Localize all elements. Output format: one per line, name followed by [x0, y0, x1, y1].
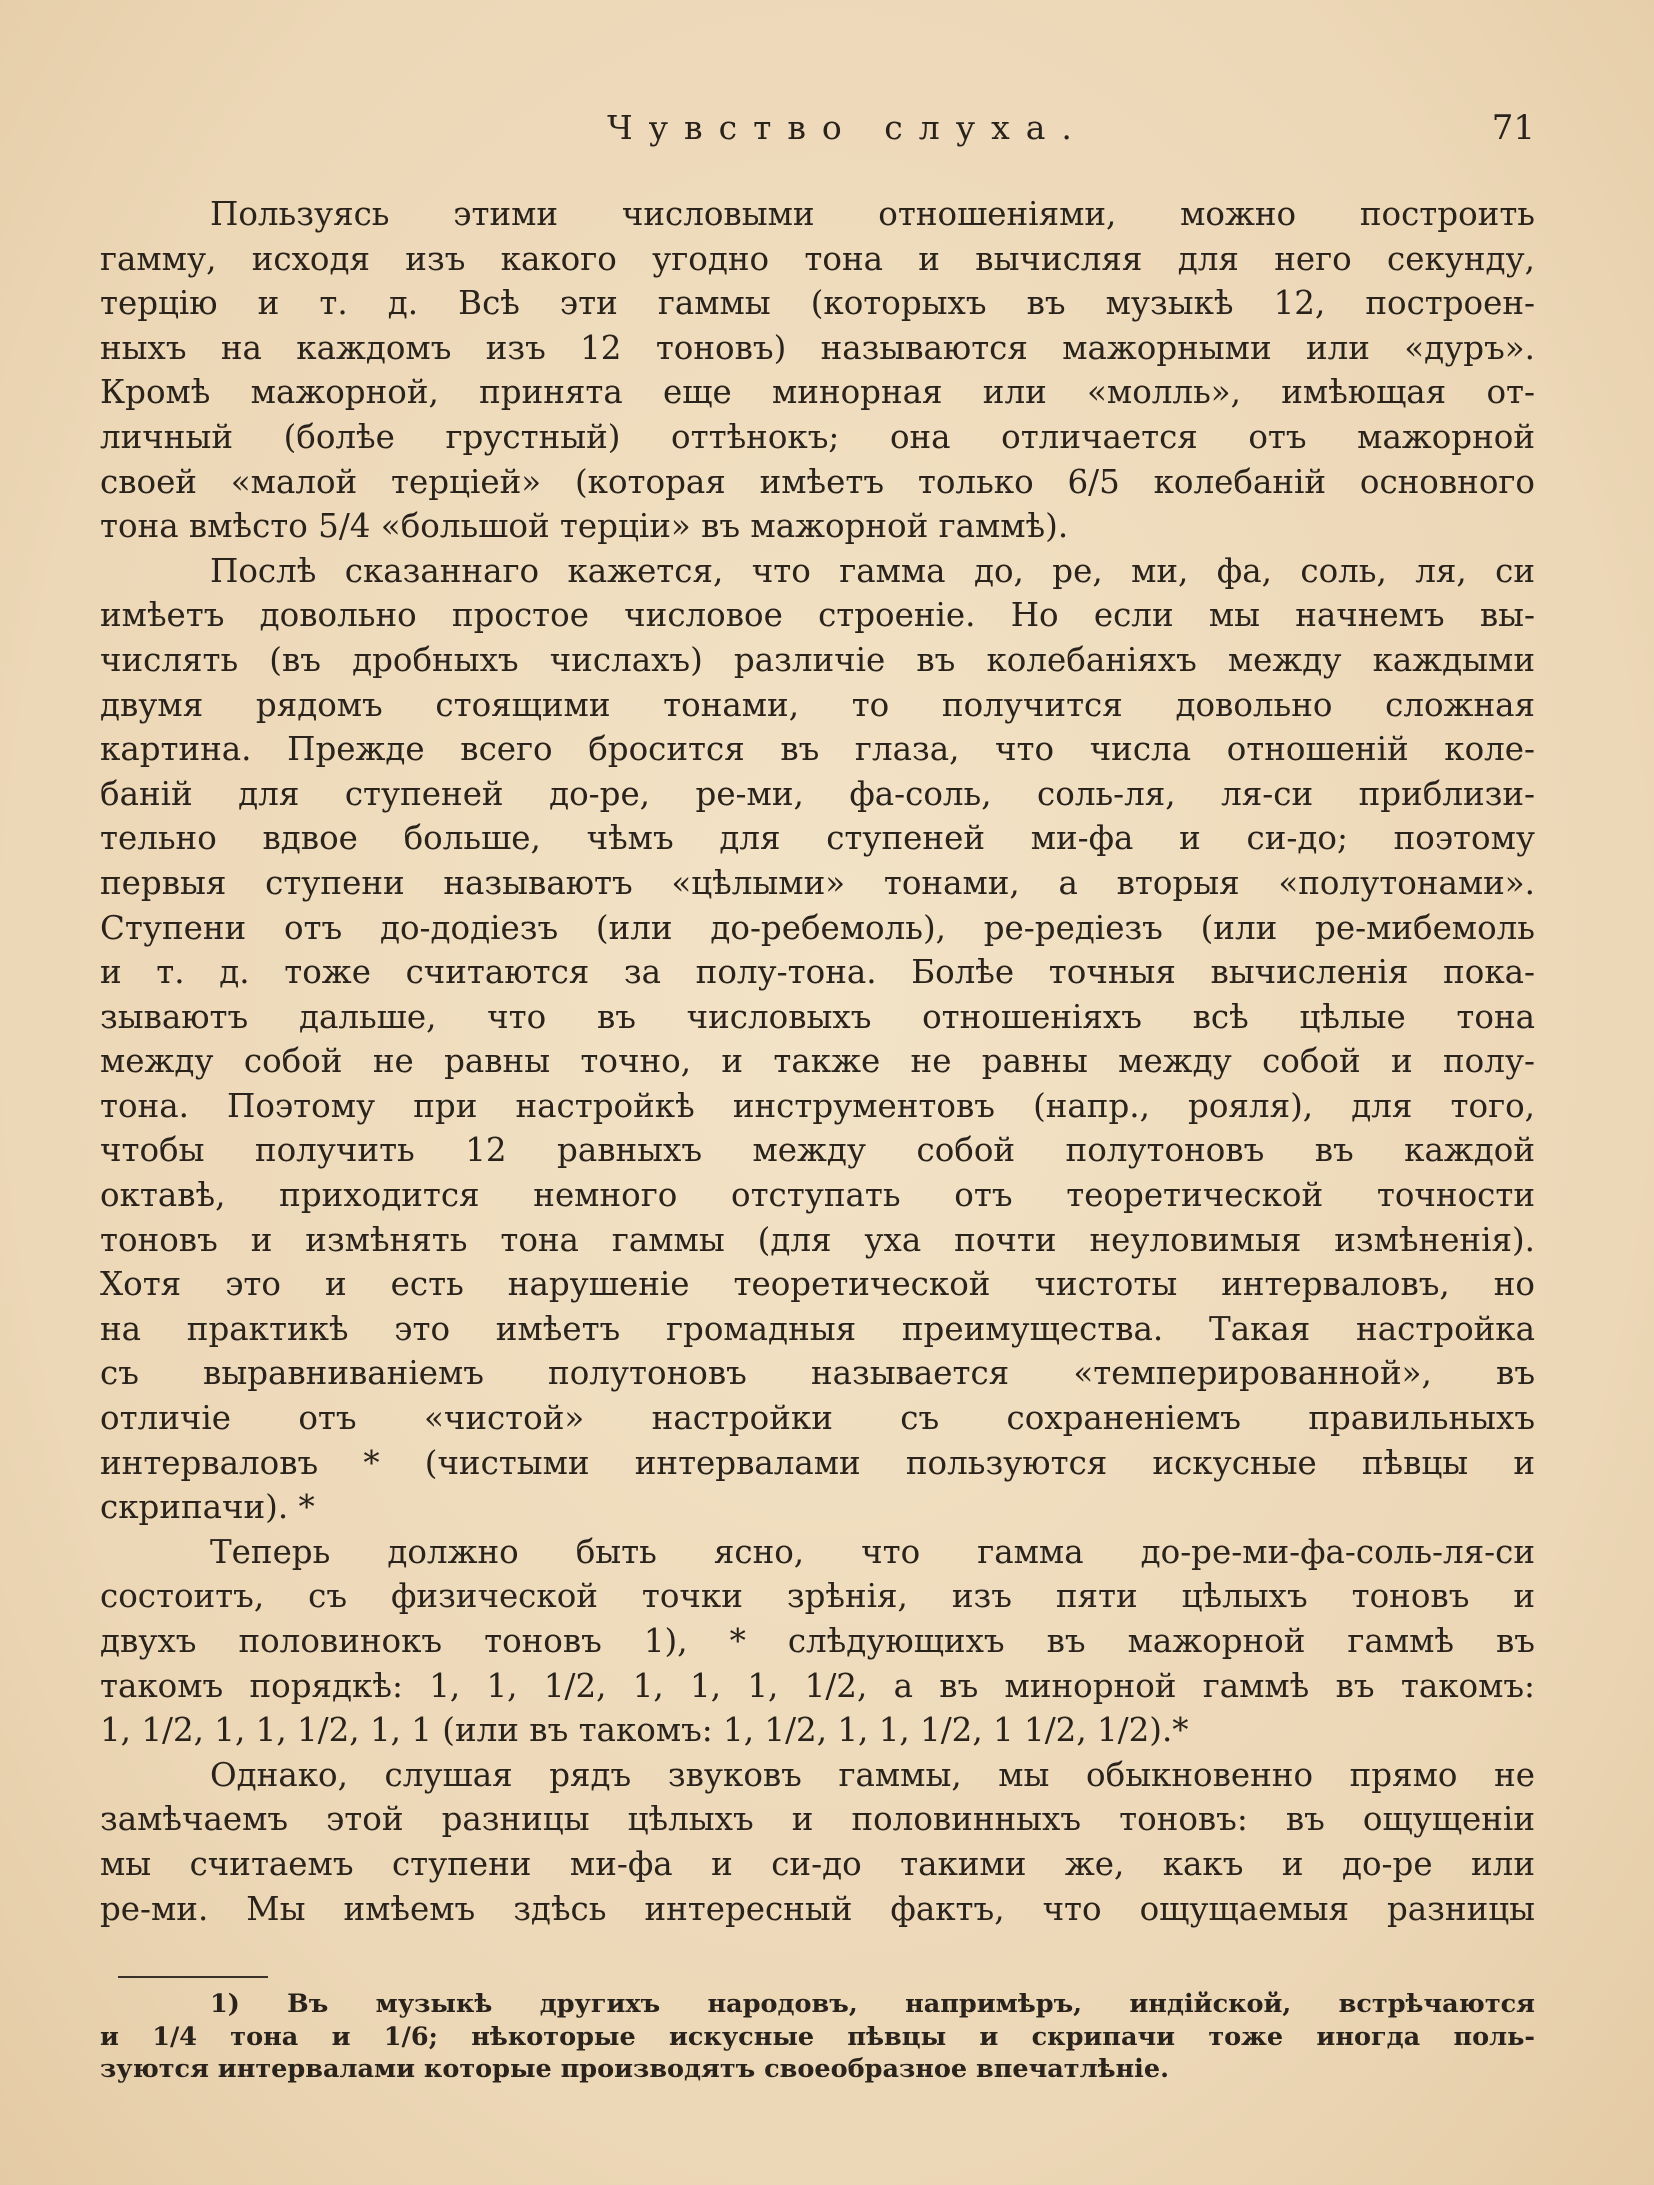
- text-line: замѣчаемъ этой разницы цѣлыхъ и половинныхъ тоновъ: въ ощущеніи: [100, 1800, 1535, 1839]
- text-line: терцію и т. д. Всѣ эти гаммы (которыхъ въ музыкѣ 12, построен-: [100, 284, 1535, 323]
- text-line: Хотя это и есть нарушеніе теоретической чистоты интерваловъ, но: [100, 1265, 1535, 1304]
- footnote-line: зуются интервалами которые производятъ своеобразное впечатлѣніе.: [100, 2054, 1169, 2084]
- text-line: двумя рядомъ стоящими тонами, то получится довольно сложная: [100, 685, 1535, 724]
- text-line: числять (въ дробныхъ числахъ) различіе въ колебаніяхъ между каждыми: [100, 640, 1535, 679]
- text-line: Ступени отъ до-додіезъ (или до-ребемоль), ре-редіезъ (или ре-мибемоль: [100, 908, 1535, 947]
- chapter-title: Чувство слуха.: [607, 108, 1088, 147]
- text-line: первыя ступени называютъ «цѣлыми» тонами, а вторыя «полутонами».: [100, 863, 1535, 902]
- text-line: ре-ми. Мы имѣемъ здѣсь интересный фактъ, что ощущаемыя разницы: [100, 1889, 1535, 1928]
- text-line: тоновъ и измѣнять тона гаммы (для уха почти неуловимыя измѣненія).: [100, 1220, 1535, 1259]
- text-line: между собой не равны точно, и также не равны между собой и полу-: [100, 1042, 1535, 1081]
- text-line: состоитъ, съ физической точки зрѣнія, изъ пяти цѣлыхъ тоновъ и: [100, 1577, 1535, 1616]
- text-line: двухъ половинокъ тоновъ 1), * слѣдующихъ въ мажорной гаммѣ въ: [100, 1622, 1535, 1660]
- text-line: и т. д. тоже считаются за полу-тона. Болѣе точныя вычисленія пока-: [100, 953, 1535, 992]
- footnote-separator: [118, 1976, 268, 1978]
- running-header: [100, 108, 1535, 158]
- text-line: картина. Прежде всего бросится въ глаза, что числа отношеній коле-: [100, 730, 1535, 769]
- body-text: [100, 192, 1535, 1931]
- text-line: интерваловъ * (чистыми интервалами пользуются искусные пѣвцы и: [100, 1443, 1535, 1482]
- text-line: личный (болѣе грустный) оттѣнокъ; она отличается отъ мажорной: [100, 417, 1535, 456]
- text-line: 1, 1/2, 1, 1, 1/2, 1, 1 (или въ такомъ: 1, 1/2, 1, 1, 1/2, 1 1/2, 1/2).*: [100, 1711, 1189, 1750]
- text-line: мы считаемъ ступени ми-фа и си-до такими же, какъ и до-ре или: [100, 1844, 1535, 1883]
- text-line: Теперь должно быть ясно, что гамма до-ре-ми-фа-соль-ля-си: [210, 1532, 1535, 1571]
- footnote-line: и 1/4 тона и 1/6; нѣкоторые искусные пѣвцы и скрипачи тоже иногда поль-: [100, 2021, 1535, 2052]
- text-line: Однако, слушая рядъ звуковъ гаммы, мы обыкновенно прямо не: [210, 1755, 1535, 1794]
- page-number: 71: [1491, 108, 1535, 148]
- text-line: зываютъ дальше, что въ числовыхъ отношеніяхъ всѣ цѣлые тона: [100, 997, 1535, 1036]
- text-line: тона. Поэтому при настройкѣ инструментовъ (напр., рояля), для того,: [100, 1086, 1535, 1125]
- footnote-line: 1) Въ музыкѣ другихъ народовъ, напримѣръ, индійской, встрѣчаются: [210, 1989, 1535, 2019]
- text-line: отличіе отъ «чистой» настройки съ сохраненіемъ правильныхъ: [100, 1399, 1535, 1438]
- text-line: своей «малой терціей» (которая имѣетъ только 6/5 колебаній основного: [100, 462, 1535, 501]
- text-line: Кромѣ мажорной, принята еще минорная или «молль», имѣющая от-: [100, 373, 1535, 412]
- text-line: имѣетъ довольно простое числовое строеніе. Но если мы начнемъ вы-: [100, 596, 1535, 635]
- text-line: гамму, исходя изъ какого угодно тона и вычисляя для него секунду,: [100, 239, 1535, 278]
- text-line: баній для ступеней до-ре, ре-ми, фа-соль, соль-ля, ля-си приблизи-: [100, 774, 1535, 813]
- text-line: ныхъ на каждомъ изъ 12 тоновъ) называются мажорными или «дуръ».: [100, 328, 1535, 367]
- text-line: съ выравниваніемъ полутоновъ называется «темперированной», въ: [100, 1354, 1535, 1393]
- text-line: такомъ порядкѣ: 1, 1, 1/2, 1, 1, 1, 1/2, а въ минорной гаммѣ въ такомъ:: [100, 1666, 1535, 1705]
- text-line: чтобы получить 12 равныхъ между собой полутоновъ въ каждой: [100, 1131, 1535, 1170]
- text-line: скрипачи). *: [100, 1488, 315, 1527]
- text-line: на практикѣ это имѣетъ громадныя преимущества. Такая настройка: [100, 1309, 1535, 1348]
- text-line: Пользуясь этими числовыми отношеніями, можно построить: [210, 195, 1535, 233]
- text-line: тельно вдвое больше, чѣмъ для ступеней ми-фа и си-до; поэтому: [100, 819, 1535, 858]
- text-line: тона вмѣсто 5/4 «большой терціи» въ мажорной гаммѣ).: [100, 507, 1069, 546]
- footnotes: [100, 1988, 1535, 2086]
- text-line: Послѣ сказаннаго кажется, что гамма до, ре, ми, фа, соль, ля, си: [210, 551, 1535, 590]
- text-line: октавѣ, приходится немного отступать отъ теоретической точности: [100, 1176, 1535, 1215]
